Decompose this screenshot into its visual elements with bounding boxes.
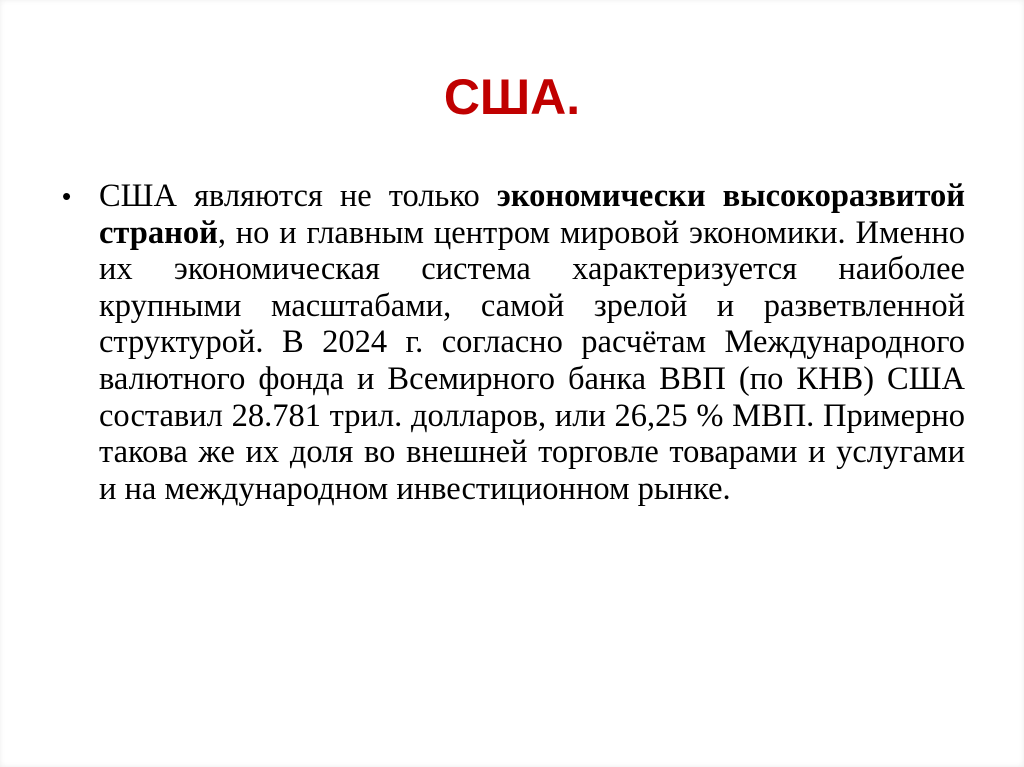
bullet-icon: •	[62, 181, 72, 211]
bullet-paragraph	[99, 178, 965, 507]
paragraph-rest: , но и главным центром мировой экономики. Именно их экономическая система характеризуется наиболее крупными масштабами, самой зрелой и разветвленной структурой. В 2024 г. согласно расчётам Международного валютного фонда и Всемирного банка ВВП (по КНВ) США составил 28.781 трил. долларов, или 26,25 % МВП. Примерно такова же их доля во внешней торговле товарами и услугами и на международном инвестиционном рынке.	[99, 214, 965, 507]
paragraph-emphasis: экономически высокоразвитой страной	[99, 178, 965, 251]
paragraph-lead: США являются не только	[99, 178, 497, 214]
slide-title: США.	[443, 69, 581, 125]
